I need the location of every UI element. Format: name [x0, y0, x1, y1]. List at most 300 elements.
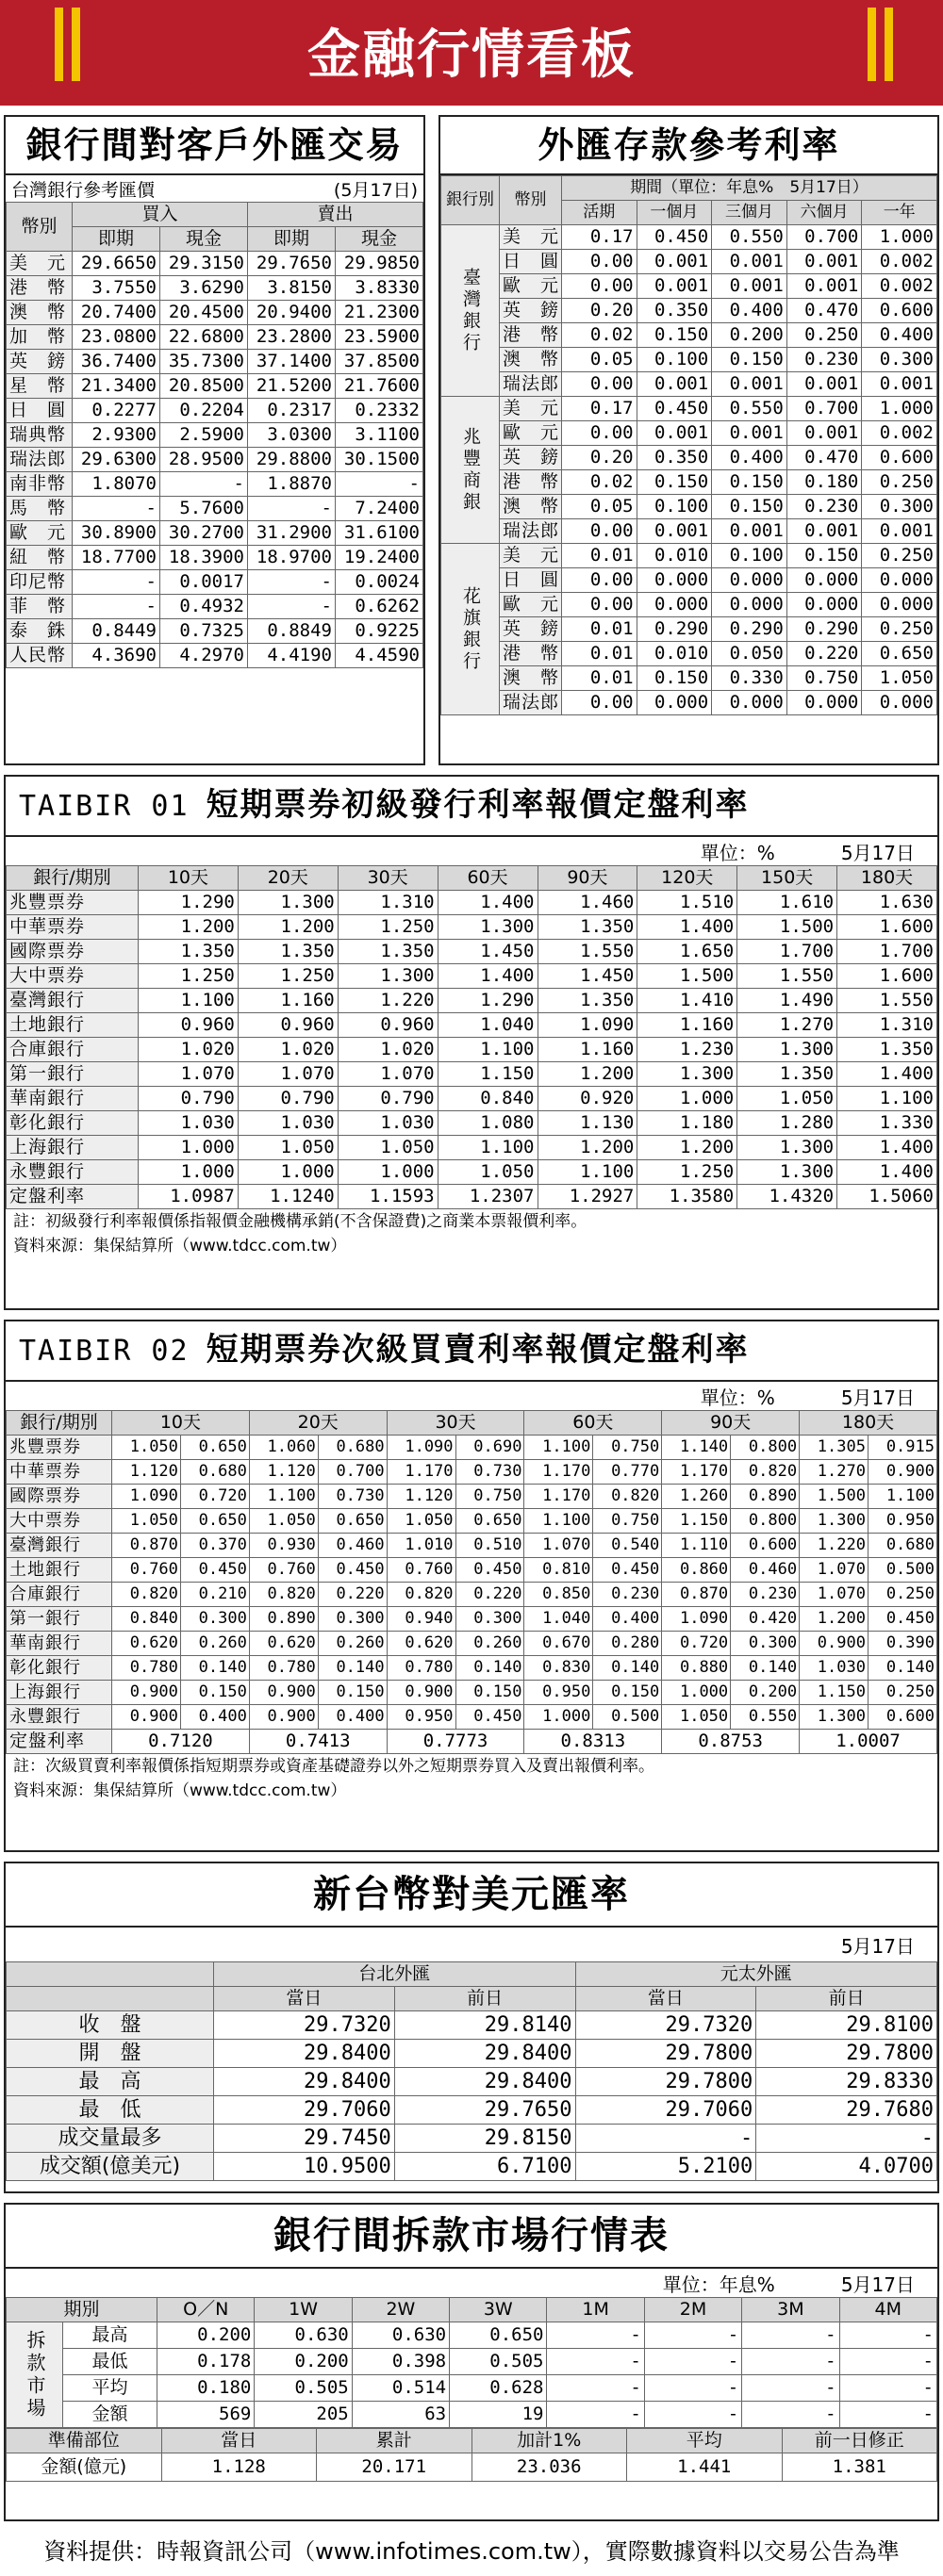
rate-cell: 0.750 — [593, 1509, 662, 1534]
dep-h-col: 一年 — [862, 201, 937, 225]
rate-cell: 0.001 — [786, 372, 862, 397]
fx-h-cash: 現金 — [336, 227, 423, 252]
rate-cell: 0.960 — [338, 1013, 438, 1038]
rate-cell: 0.01 — [562, 617, 637, 642]
rate-cell: 1.400 — [837, 1136, 937, 1160]
rate-cell: 29.7800 — [575, 2068, 756, 2096]
rate-cell: 1.070 — [800, 1583, 869, 1607]
col-header: 期別 — [7, 2298, 157, 2322]
rate-cell: 1.170 — [387, 1460, 455, 1485]
rate-cell: 1.000 — [662, 1681, 731, 1705]
bank-name: 第一銀行 — [7, 1062, 139, 1087]
rate-cell: 18.7700 — [73, 546, 160, 570]
col-header: 當日 — [161, 2429, 317, 2453]
bank-name: 彰化銀行 — [7, 1111, 139, 1136]
rate-cell: 1.150 — [662, 1509, 731, 1534]
table-row — [7, 350, 423, 374]
row-label: 最 高 — [7, 2068, 214, 2096]
rate-cell: 1.0987 — [139, 1185, 239, 1209]
currency-name: 英 鎊 — [500, 617, 562, 642]
currency-name: 澳 幣 — [500, 666, 562, 691]
rate-cell: 2.5900 — [160, 423, 248, 448]
rate-cell: 1.050 — [249, 1509, 318, 1534]
mm-panel — [4, 2203, 939, 2521]
rate-cell: 0.810 — [524, 1558, 593, 1583]
rate-cell: 0.450 — [455, 1705, 524, 1730]
table-row — [7, 252, 423, 276]
rate-cell: 0.220 — [786, 642, 862, 666]
rate-cell: 29.8150 — [394, 2125, 575, 2153]
rate-cell: 1.000 — [338, 1160, 438, 1185]
rate-cell: 0.4932 — [160, 595, 248, 619]
fixing-cell: 0.7773 — [387, 1730, 524, 1754]
rate-cell: 0.750 — [786, 666, 862, 691]
table-row — [7, 2375, 937, 2402]
rate-cell: 1.050 — [737, 1087, 837, 1111]
rate-cell: 0.620 — [112, 1632, 181, 1656]
rate-cell: 10.9500 — [214, 2153, 395, 2181]
table-row — [7, 1136, 937, 1160]
rate-cell: 29.7320 — [575, 2011, 756, 2040]
rate-cell: 1.350 — [238, 940, 338, 964]
col-header: 4M — [839, 2298, 936, 2322]
rate-cell: 1.220 — [800, 1534, 869, 1558]
table-row — [7, 2068, 937, 2096]
rate-cell: 0.8849 — [248, 619, 336, 644]
currency-name: 美 元 — [500, 397, 562, 421]
rate-cell: 1.310 — [837, 1013, 937, 1038]
rate-cell: 0.7325 — [160, 619, 248, 644]
col-header: 1M — [547, 2298, 644, 2322]
rate-cell: 1.030 — [800, 1656, 869, 1681]
fixing-cell: 1.0007 — [800, 1730, 937, 1754]
table-row — [441, 617, 937, 642]
col-header: 20天 — [249, 1411, 387, 1436]
currency-name: 歐 元 — [7, 521, 73, 546]
rate-cell: 1.120 — [112, 1460, 181, 1485]
taibir01-panel — [4, 775, 939, 1310]
rate-cell: 1.100 — [139, 989, 239, 1013]
currency-name: 泰 銖 — [7, 619, 73, 644]
rate-cell: 1.300 — [800, 1509, 869, 1534]
table-row — [7, 472, 423, 497]
rate-cell: 1.330 — [837, 1111, 937, 1136]
rate-cell: 1.050 — [862, 666, 937, 691]
rate-cell: 0.20 — [562, 446, 637, 470]
taibir02-source: 資料來源：集保結算所（www.tdcc.com.tw） — [13, 1781, 347, 1800]
rate-cell: 0.890 — [731, 1485, 800, 1509]
currency-name: 美 元 — [500, 225, 562, 250]
taibir02-date: 5月17日 — [840, 1386, 915, 1409]
rate-cell: 1.400 — [438, 964, 538, 989]
rate-cell: 0.250 — [868, 1583, 936, 1607]
market-side-label: 拆款市場 — [7, 2322, 63, 2428]
dep-h-col: 三個月 — [712, 201, 787, 225]
rate-cell: 0.730 — [318, 1485, 387, 1509]
banner — [0, 0, 943, 106]
rate-cell: 0.390 — [868, 1632, 936, 1656]
table-row — [7, 915, 937, 940]
rate-cell: 1.050 — [387, 1509, 455, 1534]
rate-cell: 29.8330 — [756, 2068, 937, 2096]
rate-cell: 0.150 — [637, 470, 712, 495]
rate-cell: 0.900 — [112, 1705, 181, 1730]
table-row — [7, 1185, 937, 1209]
rate-cell: 1.300 — [800, 1705, 869, 1730]
rate-cell: 1.350 — [538, 989, 637, 1013]
rate-cell: 0.01 — [562, 666, 637, 691]
rate-cell: 0.2317 — [248, 399, 336, 423]
table-row — [7, 497, 423, 521]
rate-cell: 0.900 — [112, 1681, 181, 1705]
table-row — [7, 2349, 937, 2375]
taibir01-table — [6, 865, 937, 1209]
bank-name: 臺灣銀行 — [7, 989, 139, 1013]
rate-cell: 1.090 — [112, 1485, 181, 1509]
rate-cell: 0.010 — [637, 544, 712, 568]
rate-cell: 1.450 — [438, 940, 538, 964]
col-header: 銀行/期別 — [7, 866, 139, 891]
table-row — [7, 1460, 937, 1485]
rate-cell: 37.1400 — [248, 350, 336, 374]
rate-cell: 21.5200 — [248, 374, 336, 399]
table-row — [441, 446, 937, 470]
rate-cell: - — [160, 472, 248, 497]
reserve-cell: 23.036 — [472, 2453, 627, 2482]
rate-cell: 3.7550 — [73, 276, 160, 301]
col-header: 120天 — [637, 866, 737, 891]
rate-cell: 1.100 — [438, 1136, 538, 1160]
rate-cell: 1.460 — [538, 891, 637, 915]
rate-cell: 0.2332 — [336, 399, 423, 423]
table-row — [7, 1485, 937, 1509]
col-header: 10天 — [112, 1411, 250, 1436]
rate-cell: 0.770 — [593, 1460, 662, 1485]
rate-cell: 0.000 — [712, 593, 787, 617]
taibir02-title-row — [6, 1321, 937, 1382]
rate-cell: 1.100 — [837, 1087, 937, 1111]
rate-cell: 0.920 — [538, 1087, 637, 1111]
col-header: 銀行/期別 — [7, 1411, 112, 1436]
rate-cell: 0.300 — [455, 1607, 524, 1632]
table-row — [7, 595, 423, 619]
rate-cell: 1.510 — [637, 891, 737, 915]
rate-cell: - — [644, 2349, 741, 2375]
rate-cell: 0.940 — [387, 1607, 455, 1632]
dep-h-col: 一個月 — [637, 201, 712, 225]
rate-cell: 4.4190 — [248, 644, 336, 668]
rate-cell: 0.001 — [637, 519, 712, 544]
rate-cell: 1.020 — [338, 1038, 438, 1062]
taibir01-date: 5月17日 — [840, 841, 915, 864]
rate-cell: 0.510 — [455, 1534, 524, 1558]
rate-cell: 29.8400 — [214, 2068, 395, 2096]
table-row — [7, 2402, 937, 2428]
ntd-table — [6, 1961, 937, 2181]
rate-cell: 1.090 — [662, 1607, 731, 1632]
reserve-cell: 20.171 — [317, 2453, 472, 2482]
rate-cell: 0.450 — [637, 397, 712, 421]
rate-cell: 21.2300 — [336, 301, 423, 325]
rate-cell: 0.000 — [637, 593, 712, 617]
rate-cell: 0.820 — [387, 1583, 455, 1607]
rate-cell: 1.000 — [524, 1705, 593, 1730]
rate-cell: 0.840 — [112, 1607, 181, 1632]
mm-reserve-table — [6, 2428, 937, 2482]
table-row — [441, 299, 937, 323]
rate-cell: 0.820 — [731, 1460, 800, 1485]
rate-cell: 4.0700 — [756, 2153, 937, 2181]
rate-cell: 1.300 — [438, 915, 538, 940]
rate-cell: 0.650 — [318, 1509, 387, 1534]
bank-name: 臺灣銀行 — [7, 1534, 112, 1558]
col-header: 3M — [742, 2298, 839, 2322]
rate-cell: 23.2800 — [248, 325, 336, 350]
rate-cell: 0.140 — [318, 1656, 387, 1681]
rate-cell: 0.450 — [868, 1607, 936, 1632]
rate-cell: 19 — [450, 2402, 547, 2428]
rate-cell: 1.5060 — [837, 1185, 937, 1209]
rate-cell: 1.500 — [800, 1485, 869, 1509]
col-header: 90天 — [662, 1411, 800, 1436]
col-header: 60天 — [524, 1411, 662, 1436]
row-label: 收 盤 — [7, 2011, 214, 2040]
rate-cell: 1.610 — [737, 891, 837, 915]
rate-cell: 0.900 — [249, 1705, 318, 1730]
bank-name: 第一銀行 — [7, 1607, 112, 1632]
rate-cell: 0.02 — [562, 470, 637, 495]
rate-cell: 0.620 — [387, 1632, 455, 1656]
rate-cell: 1.000 — [862, 397, 937, 421]
rate-cell: 1.700 — [737, 940, 837, 964]
currency-name: 菲 幣 — [7, 595, 73, 619]
rate-cell: 0.790 — [238, 1087, 338, 1111]
currency-name: 歐 元 — [500, 274, 562, 299]
rate-cell: 0.150 — [786, 544, 862, 568]
table-row — [441, 421, 937, 446]
rate-cell: 1.650 — [637, 940, 737, 964]
rate-cell: 1.280 — [737, 1111, 837, 1136]
table-row — [441, 323, 937, 348]
rate-cell: 0.00 — [562, 421, 637, 446]
rate-cell: 0.650 — [180, 1436, 249, 1460]
rate-cell: 0.950 — [524, 1681, 593, 1705]
rate-cell: 0.870 — [662, 1583, 731, 1607]
rate-cell: - — [248, 595, 336, 619]
mm-table — [6, 2297, 937, 2428]
taibir02-unit: 單位：% — [700, 1386, 775, 1409]
deposit-title: 外匯存款參考利率 — [440, 117, 937, 175]
rate-cell: 29.3150 — [160, 252, 248, 276]
rate-cell: 0.001 — [712, 519, 787, 544]
taibir01-source: 資料來源：集保結算所（www.tdcc.com.tw） — [13, 1237, 347, 1255]
rate-cell: 0.450 — [637, 225, 712, 250]
bank-name: 永豐銀行 — [7, 1160, 139, 1185]
rate-cell: 0.150 — [318, 1681, 387, 1705]
rate-cell: 20.9400 — [248, 301, 336, 325]
currency-name: 英 鎊 — [7, 350, 73, 374]
rate-cell: 1.070 — [238, 1062, 338, 1087]
table-row — [7, 1583, 937, 1607]
rate-cell: 0.630 — [255, 2322, 352, 2349]
reserve-cell: 1.381 — [782, 2453, 937, 2482]
table-row — [7, 423, 423, 448]
rate-cell: 1.020 — [238, 1038, 338, 1062]
rate-cell: 23.5900 — [336, 325, 423, 350]
rate-cell: - — [839, 2349, 936, 2375]
bank-name: 華南銀行 — [7, 1087, 139, 1111]
table-row — [441, 250, 937, 274]
currency-name: 瑞典幣 — [7, 423, 73, 448]
rate-cell: 18.3900 — [160, 546, 248, 570]
rate-cell: 1.250 — [139, 964, 239, 989]
taibir02-note: 註：次級買賣利率報價係指短期票券或資產基礎證券以外之短期票券買入及賣出報價利率。 — [13, 1757, 654, 1776]
table-row — [7, 1681, 937, 1705]
rate-cell: 1.600 — [837, 964, 937, 989]
rate-cell: 0.620 — [249, 1632, 318, 1656]
rate-cell: 0.670 — [524, 1632, 593, 1656]
rate-cell: 29.8400 — [394, 2040, 575, 2068]
rate-cell: 1.200 — [139, 915, 239, 940]
rate-cell: 30.8900 — [73, 521, 160, 546]
col-header: 180天 — [800, 1411, 937, 1436]
rate-cell: - — [248, 497, 336, 521]
rate-cell: 1.000 — [238, 1160, 338, 1185]
rate-cell: 1.260 — [662, 1485, 731, 1509]
rate-cell: 0.180 — [157, 2375, 255, 2402]
rate-cell: 6.7100 — [394, 2153, 575, 2181]
rate-cell: 1.050 — [112, 1436, 181, 1460]
rate-cell: 0.700 — [318, 1460, 387, 1485]
currency-name: 馬 幣 — [7, 497, 73, 521]
taibir01-code: TAIBIR 01 — [19, 790, 190, 823]
rate-cell: 1.090 — [538, 1013, 637, 1038]
rate-cell: 0.820 — [593, 1485, 662, 1509]
rate-cell: 0.001 — [712, 274, 787, 299]
rate-cell: 0.150 — [712, 470, 787, 495]
rate-cell: 0.800 — [731, 1436, 800, 1460]
rate-cell: 23.0800 — [73, 325, 160, 350]
rate-cell: 37.8500 — [336, 350, 423, 374]
rate-cell: 1.030 — [139, 1111, 239, 1136]
rate-cell: 1.160 — [637, 1013, 737, 1038]
rate-cell: 0.260 — [318, 1632, 387, 1656]
rate-cell: 1.350 — [538, 915, 637, 940]
rate-cell: 1.500 — [637, 964, 737, 989]
rate-cell: 0.300 — [180, 1607, 249, 1632]
rate-cell: 0.250 — [862, 470, 937, 495]
rate-cell: 0.540 — [593, 1534, 662, 1558]
rate-cell: 0.780 — [112, 1656, 181, 1681]
rate-cell: 0.450 — [318, 1558, 387, 1583]
taibir02-title: 短期票券次級買賣利率報價定盤利率 — [206, 1331, 750, 1369]
mm-date: 5月17日 — [840, 2272, 915, 2296]
bank-name: 合庫銀行 — [7, 1583, 112, 1607]
rate-cell: 1.300 — [338, 964, 438, 989]
rate-cell: 28.9500 — [160, 448, 248, 472]
rate-cell: 1.400 — [438, 891, 538, 915]
rate-cell: 0.0024 — [336, 570, 423, 595]
bank-name: 臺灣銀行 — [441, 225, 500, 397]
rate-cell: 0.230 — [786, 348, 862, 372]
rate-cell: 29.7800 — [575, 2040, 756, 2068]
rate-cell: - — [73, 570, 160, 595]
rate-cell: 0.9225 — [336, 619, 423, 644]
rate-cell: 1.070 — [524, 1534, 593, 1558]
table-row — [7, 1705, 937, 1730]
rate-cell: 0.180 — [786, 470, 862, 495]
currency-name: 港 幣 — [500, 470, 562, 495]
rate-cell: 1.180 — [637, 1111, 737, 1136]
col-header: 20天 — [238, 866, 338, 891]
rate-cell: 0.830 — [524, 1656, 593, 1681]
rate-cell: 0.690 — [455, 1436, 524, 1460]
bank-name: 國際票券 — [7, 940, 139, 964]
col-header: 30天 — [338, 866, 438, 891]
col-header: 累計 — [317, 2429, 472, 2453]
dep-h-col: 六個月 — [786, 201, 862, 225]
rate-cell: 1.100 — [524, 1509, 593, 1534]
rate-cell: 0.330 — [712, 666, 787, 691]
rate-cell: 0.290 — [786, 617, 862, 642]
ntd-date: 5月17日 — [840, 1934, 915, 1958]
rate-cell: 0.400 — [180, 1705, 249, 1730]
rate-cell: 19.2400 — [336, 546, 423, 570]
rate-cell: 1.070 — [800, 1558, 869, 1583]
rate-cell: 0.200 — [255, 2349, 352, 2375]
rate-cell: - — [742, 2322, 839, 2349]
rate-cell: - — [756, 2125, 937, 2153]
rate-cell: 0.450 — [455, 1558, 524, 1583]
rate-cell: 0.650 — [450, 2322, 547, 2349]
rate-cell: 0.780 — [249, 1656, 318, 1681]
rate-cell: 1.050 — [238, 1136, 338, 1160]
rate-cell: 1.550 — [837, 989, 937, 1013]
rate-cell: 0.001 — [637, 421, 712, 446]
rate-cell: 0.300 — [862, 348, 937, 372]
rate-cell: 29.7800 — [756, 2040, 937, 2068]
table-row — [7, 1111, 937, 1136]
table-row — [7, 1509, 937, 1534]
currency-name: 澳 幣 — [500, 348, 562, 372]
table-row — [441, 274, 937, 299]
currency-name: 印尼幣 — [7, 570, 73, 595]
bank-name: 國際票券 — [7, 1485, 112, 1509]
currency-name: 南非幣 — [7, 472, 73, 497]
rate-cell: 0.350 — [637, 446, 712, 470]
fixing-label: 定盤利率 — [7, 1730, 112, 1754]
rate-cell: 30.1500 — [336, 448, 423, 472]
rate-cell: 0.900 — [800, 1632, 869, 1656]
bank-name: 兆豐商銀 — [441, 397, 500, 544]
table-row — [7, 1656, 937, 1681]
rate-cell: 569 — [157, 2402, 255, 2428]
bank-name: 大中票券 — [7, 1509, 112, 1534]
rate-cell: 0.840 — [438, 1087, 538, 1111]
table-row — [7, 325, 423, 350]
col-header: 準備部位 — [7, 2429, 162, 2453]
rate-cell: 0.230 — [593, 1583, 662, 1607]
rate-cell: 0.6262 — [336, 595, 423, 619]
rate-cell: - — [575, 2125, 756, 2153]
rate-cell: - — [73, 595, 160, 619]
rate-cell: 0.000 — [637, 568, 712, 593]
rate-cell: 1.040 — [438, 1013, 538, 1038]
row-label: 成交量最多 — [7, 2125, 214, 2153]
rate-cell: 0.505 — [450, 2349, 547, 2375]
rate-cell: 0.750 — [593, 1436, 662, 1460]
bank-name: 土地銀行 — [7, 1013, 139, 1038]
